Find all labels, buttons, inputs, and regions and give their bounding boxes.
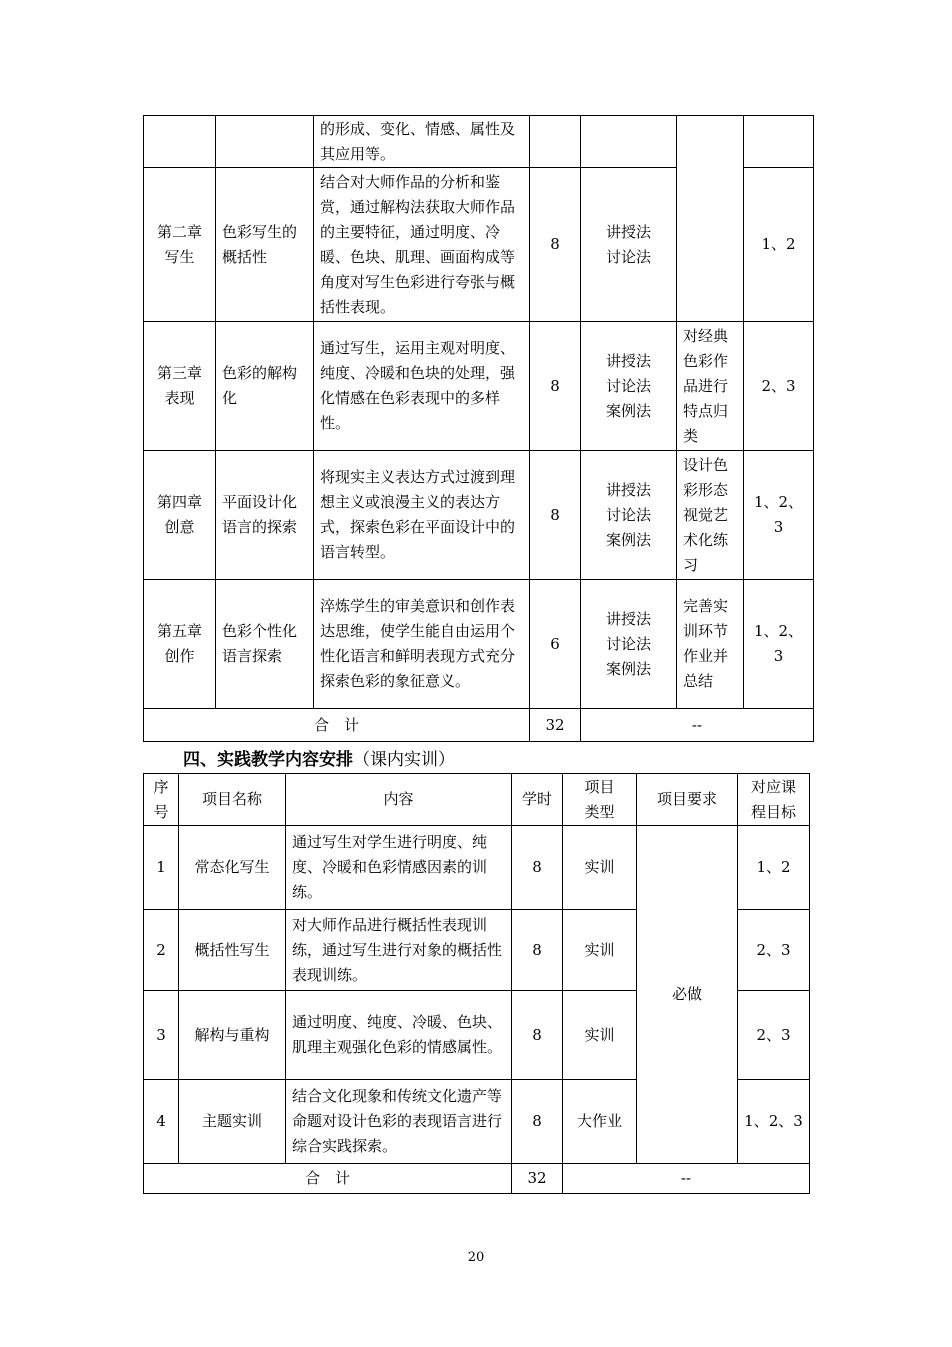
theory-teaching-table xyxy=(143,115,814,742)
total-rest: -- xyxy=(581,709,814,742)
section-title-bold: 四、实践教学内容安排 xyxy=(183,750,353,770)
target-cell: 1、2 xyxy=(744,168,814,322)
target-cell: 2、3 xyxy=(738,910,810,991)
total-label: 合 计 xyxy=(144,709,530,742)
method-cell: 讲授法 讨论法 案例法 xyxy=(581,451,677,580)
no-cell: 2 xyxy=(144,910,179,991)
no-cell: 3 xyxy=(144,991,179,1080)
method-cell: 讲授法 讨论法 案例法 xyxy=(581,580,677,709)
no-cell: 4 xyxy=(144,1080,179,1164)
header-row xyxy=(144,774,810,826)
page-number: 20 xyxy=(467,1250,485,1265)
table-row xyxy=(144,116,814,168)
section-title-paren: （课内实训） xyxy=(353,750,455,770)
table-row xyxy=(144,451,814,580)
name-cell: 主题实训 xyxy=(179,1080,286,1164)
hours-cell: 8 xyxy=(512,991,563,1080)
type-cell: 实训 xyxy=(563,826,637,910)
header-hours: 学时 xyxy=(512,774,563,826)
hours-cell: 8 xyxy=(512,1080,563,1164)
target-cell: 1、2 xyxy=(738,826,810,910)
name-cell: 色彩个性化语言探索 xyxy=(216,580,314,709)
header-name: 项目名称 xyxy=(179,774,286,826)
target-cell: 2、3 xyxy=(738,991,810,1080)
target-cell: 1、2、3 xyxy=(744,451,814,580)
chapter-cell: 第三章 表现 xyxy=(144,322,216,451)
header-no: 序 号 xyxy=(144,774,179,826)
total-label: 合 计 xyxy=(144,1164,512,1194)
target-cell: 1、2、3 xyxy=(744,580,814,709)
no-cell: 1 xyxy=(144,826,179,910)
table-row xyxy=(144,826,810,910)
header-target: 对应课 程目标 xyxy=(738,774,810,826)
name-cell: 色彩的解构化 xyxy=(216,322,314,451)
header-content: 内容 xyxy=(286,774,512,826)
total-hours: 32 xyxy=(512,1164,563,1194)
hours-cell: 8 xyxy=(512,826,563,910)
name-cell: 概括性写生 xyxy=(179,910,286,991)
total-row xyxy=(144,1164,810,1194)
content-cell: 结合文化现象和传统文化遗产等命题对设计色彩的表现语言进行综合实践探索。 xyxy=(286,1080,512,1164)
practice-cell xyxy=(677,116,744,322)
chapter-cell: 第二章 写生 xyxy=(144,168,216,322)
practice-cell: 设计色彩形态视觉艺术化练习 xyxy=(677,451,744,580)
total-rest: -- xyxy=(563,1164,810,1194)
type-cell: 大作业 xyxy=(563,1080,637,1164)
content-cell: 通过写生对学生进行明度、纯度、冷暖和色彩情感因素的训练。 xyxy=(286,826,512,910)
content-cell: 的形成、变化、情感、属性及其应用等。 xyxy=(314,116,530,168)
hours-cell: 6 xyxy=(530,580,581,709)
total-row xyxy=(144,709,814,742)
requirement-cell: 必做 xyxy=(637,826,738,1164)
hours-cell: 8 xyxy=(530,451,581,580)
content-cell: 淬炼学生的审美意识和创作表达思维，使学生能自由运用个性化语言和鲜明表现方式充分探索色彩的象征意义。 xyxy=(314,580,530,709)
practice-teaching-table xyxy=(143,773,810,1194)
type-cell: 实训 xyxy=(563,910,637,991)
method-cell: 讲授法 讨论法 xyxy=(581,168,677,322)
name-cell: 色彩写生的概括性 xyxy=(216,168,314,322)
content-cell: 通过写生，运用主观对明度、纯度、冷暖和色块的处理，强化情感在色彩表现中的多样性。 xyxy=(314,322,530,451)
practice-cell: 完善实训环节作业并总结 xyxy=(677,580,744,709)
name-cell: 解构与重构 xyxy=(179,991,286,1080)
type-cell: 实训 xyxy=(563,991,637,1080)
name-cell: 常态化写生 xyxy=(179,826,286,910)
target-cell: 1、2、3 xyxy=(738,1080,810,1164)
chapter-cell: 第四章 创意 xyxy=(144,451,216,580)
total-hours: 32 xyxy=(530,709,581,742)
content-cell: 对大师作品进行概括性表现训练，通过写生进行对象的概括性表现训练。 xyxy=(286,910,512,991)
section-title xyxy=(183,746,455,774)
content-cell: 将现实主义表达方式过渡到理想主义或浪漫主义的表达方式，探索色彩在平面设计中的语言转型。 xyxy=(314,451,530,580)
target-cell: 2、3 xyxy=(744,322,814,451)
practice-cell: 对经典色彩作品进行特点归类 xyxy=(677,322,744,451)
header-requirement: 项目要求 xyxy=(637,774,738,826)
method-cell: 讲授法 讨论法 案例法 xyxy=(581,322,677,451)
header-type: 项目 类型 xyxy=(563,774,637,826)
hours-cell: 8 xyxy=(530,168,581,322)
hours-cell: 8 xyxy=(512,910,563,991)
content-cell: 结合对大师作品的分析和鉴赏，通过解构法获取大师作品的主要特征，通过明度、冷暖、色块、肌理、画面构成等角度对写生色彩进行夸张与概括性表现。 xyxy=(314,168,530,322)
chapter-cell xyxy=(144,116,216,168)
table-row xyxy=(144,580,814,709)
table-row xyxy=(144,322,814,451)
name-cell xyxy=(216,116,314,168)
method-cell xyxy=(581,116,677,168)
hours-cell xyxy=(530,116,581,168)
chapter-cell: 第五章 创作 xyxy=(144,580,216,709)
name-cell: 平面设计化语言的探索 xyxy=(216,451,314,580)
content-cell: 通过明度、纯度、冷暖、色块、肌理主观强化色彩的情感属性。 xyxy=(286,991,512,1080)
target-cell xyxy=(744,116,814,168)
hours-cell: 8 xyxy=(530,322,581,451)
